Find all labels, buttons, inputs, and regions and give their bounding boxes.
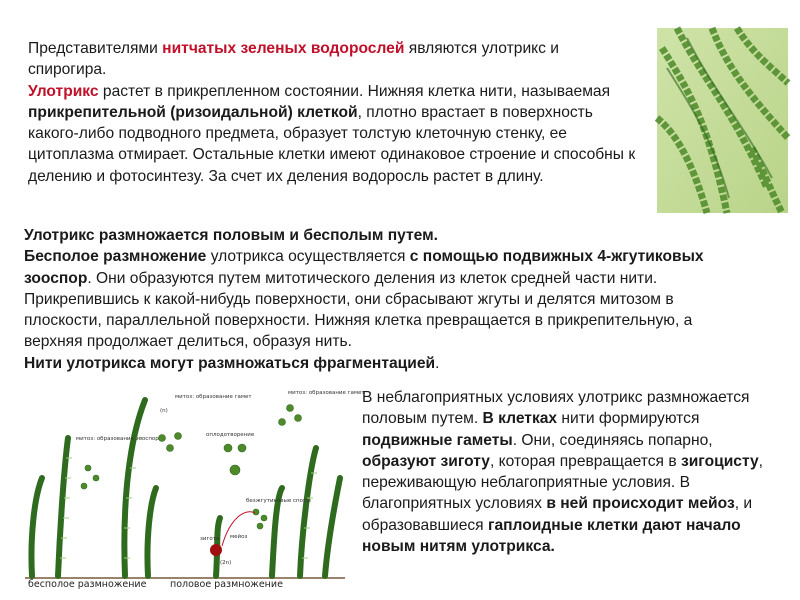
filament xyxy=(325,478,340,576)
filament xyxy=(300,448,316,576)
sexual-text: В неблагоприятных условиях улотрикс размножается половым путем. xyxy=(362,389,750,428)
intro-text: растет в прикрепленном состоянии. Нижняя клетка нити, называемая xyxy=(98,82,611,100)
label-sexual-reproduction: половое размножение xyxy=(170,579,283,590)
sexual-reproduction-paragraph xyxy=(362,387,772,557)
repro-text: . Они образуются путем митотического деления из клеток средней части нити. Прикрепившись к какой-нибудь поверхности, они сбрасывают жгуты и делятся митозом в плоскости, параллельной поверхности. Нижняя клетка превращается в прикрепительную, а верхняя продолжает делиться, образуя нить. xyxy=(24,269,693,351)
sexual-text: , переживающую неблагоприятные условия. В благоприятных условиях xyxy=(362,452,763,513)
repro-bold-fragmentation: Нити улотрикса могут размножаться фрагментацией xyxy=(24,354,436,372)
sexual-bold-haploid-cells: гаплоидные клетки дают начало новым нитям улотрикса. xyxy=(362,516,741,556)
sexual-bold-zygocyst: зигоцисту xyxy=(680,452,759,470)
label-mitosis-gametes-2: митоз: образование гамет xyxy=(288,390,365,396)
ulothrix-life-cycle-diagram xyxy=(20,378,365,590)
intro-text: Представителями xyxy=(28,40,163,57)
repro-heading: Улотрикс размножается половым и бесполым путем. xyxy=(24,227,438,244)
filament xyxy=(31,478,42,576)
label-n: (n) xyxy=(160,408,168,414)
label-mitosis-zoospores: митоз: образование зооспор xyxy=(76,436,159,442)
intro-text: , плотно врастает в поверхность какого-либо подводного предмета, образует толстую клеточную стенку, ее цитоплазма отмирает. Остальные клетки имеют одинаковое строение и способны к делению и фотосинтезу. За счет их деления водоросль растет в длину. xyxy=(28,103,636,185)
reproduction-paragraph xyxy=(24,225,744,374)
label-2n: (2n) xyxy=(220,560,232,566)
filament xyxy=(124,400,145,576)
sexual-text: . Они, соединяясь попарно, xyxy=(512,431,713,449)
repro-bold-zoospores: с помощью подвижных 4-жгутиковых зооспор xyxy=(24,248,704,287)
label-asexual-reproduction: бесполое размножение xyxy=(28,579,147,590)
intro-text: являются улотрикс и спирогира. xyxy=(28,40,559,79)
sexual-bold-zygote: образуют зиготу xyxy=(362,452,490,470)
repro-text: улотрикса осуществляется xyxy=(206,248,410,266)
repro-text: . xyxy=(435,354,440,372)
intro-highlight-filamentous-algae: нитчатых зеленых водорослей xyxy=(162,40,405,57)
meiosis-arrow xyxy=(222,512,255,546)
filament xyxy=(58,438,68,576)
algae-filaments xyxy=(31,400,340,576)
repro-bold-asexual: Бесполое размножение xyxy=(24,248,207,266)
intro-paragraph xyxy=(28,38,640,187)
label-flagellated-spores: безжгутиковые споры xyxy=(246,498,311,504)
sexual-text: нити формируются xyxy=(557,410,700,428)
sexual-text: , которая превращается в xyxy=(489,452,681,470)
sexual-text: , и образовавшиеся xyxy=(362,495,753,534)
label-fertilization: оплодотворение xyxy=(206,432,255,438)
sexual-bold-meiosis: в ней происходит мейоз xyxy=(546,495,735,513)
sexual-bold-in-cells: В клетках xyxy=(482,410,558,428)
ulothrix-micrograph xyxy=(657,28,788,213)
label-mitosis-gametes: митоз: образование гамет xyxy=(175,394,252,400)
intro-bold-rhizoid-cell: прикрепительной (ризоидальной) клеткой xyxy=(28,103,358,121)
label-meiosis: мейоз xyxy=(230,534,248,540)
label-zygote: зигота xyxy=(200,536,220,542)
intro-highlight-ulothrix: Улотрикс xyxy=(28,82,99,100)
sexual-bold-gametes: подвижные гаметы xyxy=(362,431,513,449)
zoospores-and-gametes xyxy=(81,405,302,530)
filament xyxy=(147,488,156,576)
zygote-icon xyxy=(210,544,222,556)
